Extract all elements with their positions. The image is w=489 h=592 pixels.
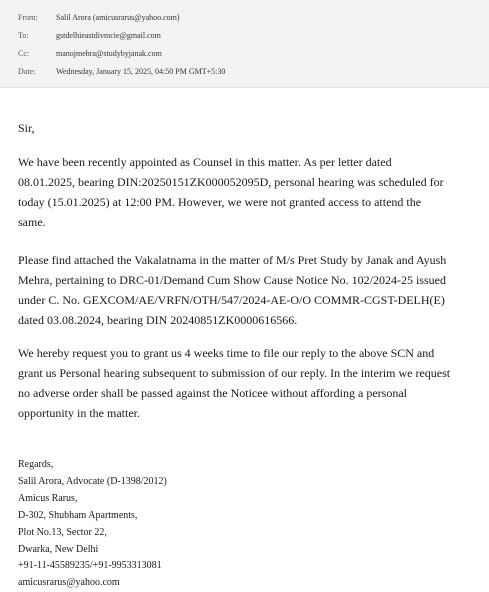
signature-block xyxy=(18,457,167,592)
paragraph-line: We hereby request you to grant us 4 weeks time to file our reply to the above SCN and xyxy=(18,346,435,360)
to-row xyxy=(18,31,161,41)
paragraph-line: We have been recently appointed as Counsel in this matter. As per letter dated xyxy=(18,155,392,169)
to-label: To: xyxy=(18,31,29,40)
signature-line: D-302, Shubham Apartments, xyxy=(18,509,138,521)
paragraph-vakalatnama xyxy=(18,250,480,330)
paragraph-line: same. xyxy=(18,215,46,229)
paragraph-line: dated 03.08.2024, bearing DIN 20240851ZK0000616566. xyxy=(18,313,298,327)
date-row xyxy=(18,67,225,77)
paragraph-line: opportunity in the matter. xyxy=(18,406,140,420)
signature-line: +91-11-45589235/+91-9953313081 xyxy=(18,560,162,572)
signature-line: Amicus Rarus, xyxy=(18,492,78,504)
paragraph-request xyxy=(18,343,480,423)
date-value: Wednesday, January 15, 2025, 04:50 PM GMT+5:30 xyxy=(56,67,226,76)
paragraph-line: Mehra, pertaining to DRC-01/Demand Cum Show Cause Notice No. 102/2024-25 issued xyxy=(18,273,446,287)
signature-line: Regards, xyxy=(18,459,54,470)
paragraph-line: Please find attached the Vakalatnama in the matter of M/s Pret Study by Janak and Ayush xyxy=(18,253,447,267)
from-row xyxy=(18,13,180,23)
signature-line: Plot No.13, Sector 22, xyxy=(18,526,107,538)
from-value[interactable]: Salil Arora (amicusrarus@yahoo.com) xyxy=(56,13,180,22)
paragraph-appointment xyxy=(18,152,480,232)
email-header xyxy=(0,0,489,88)
cc-label: Cc: xyxy=(18,49,30,58)
cc-value[interactable]: manojmehra@studybyjanak.com xyxy=(56,49,162,58)
from-label: From: xyxy=(18,13,38,22)
to-value[interactable]: gstdelhieastdivmcie@gmail.com xyxy=(56,31,161,40)
paragraph-line: under C. No. GEXCOM/AE/VRFN/OTH/547/2024-AE-O/O COMMR-CGST-DELH(E) xyxy=(18,293,445,307)
paragraph-line: 08.01.2025, bearing DIN:20250151ZK000052095D, personal hearing was scheduled for xyxy=(18,175,444,189)
signature-line: Salil Arora, Advocate (D-1398/2012) xyxy=(18,475,167,487)
greeting: Sir, xyxy=(18,121,35,135)
date-label: Date: xyxy=(18,67,36,76)
paragraph-line: today (15.01.2025) at 12:00 PM. However, we were not granted access to attend the xyxy=(18,195,422,209)
paragraph-line: no adverse order shall be passed against the Noticee without affording a personal xyxy=(18,386,407,400)
signature-email-link[interactable]: amicusrarus@yahoo.com xyxy=(18,577,120,589)
paragraph-line: grant us Personal hearing subsequent to submission of our reply. In the interim we request xyxy=(18,366,451,380)
signature-line: Dwarka, New Delhi xyxy=(18,543,99,555)
cc-row xyxy=(18,49,162,59)
